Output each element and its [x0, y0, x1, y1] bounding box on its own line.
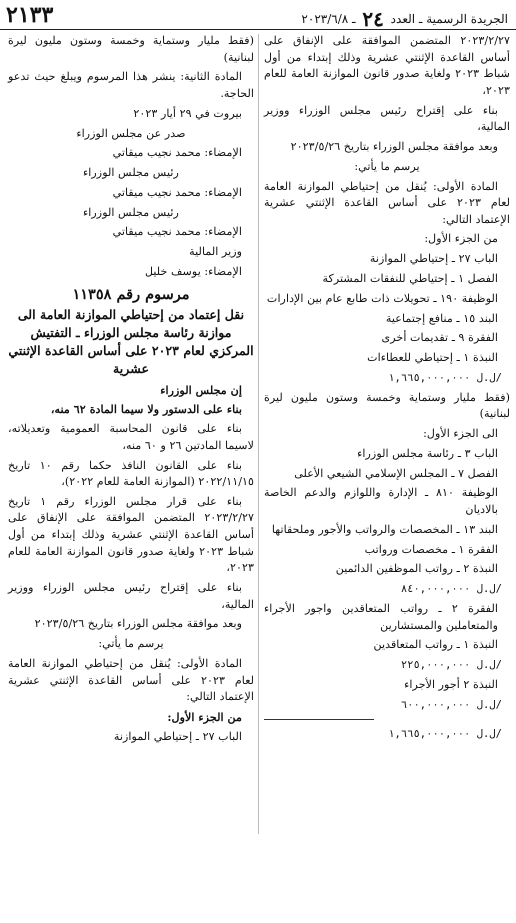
right-column — [264, 33, 510, 746]
signature-block: رئيس مجلس الوزراء — [83, 205, 179, 219]
paragraph: يرسم ما يأتي: — [354, 159, 420, 173]
budget-line: الباب ٢٧ ـ إحتياطي الموازنة — [369, 252, 498, 266]
budget-line: الفقرة ٩ ـ تقديمات أخرى — [381, 331, 498, 345]
gazette-name: الجريدة الرسمية ـ العدد — [390, 12, 508, 26]
amount-in-words: (فقط مليار وستماية وخمسة وستون مليون ليرة لبنانية) — [264, 390, 510, 421]
article-one: المادة الأولى: يُنقل من إحتياطي الموازنة العامة لعام ٢٠٢٣ على أساس القاعدة الإثنتي عشرية الإعتماد التالي: — [8, 656, 254, 704]
budget-line: الباب ٣ ـ رئاسة مجلس الوزراء — [357, 446, 498, 460]
signature-block: صدر عن مجلس الوزراء — [76, 126, 186, 140]
signature: الإمضاء: محمد نجيب ميقاتي — [112, 185, 242, 199]
amount: ل.ل ١,٦٦٥,٠٠٠,٠٠٠/ — [388, 371, 502, 384]
paragraph: وبعد موافقة مجلس الوزراء بتاريخ ٢٠٢٣/٥/٢٦ — [34, 617, 242, 631]
column-divider — [258, 34, 259, 834]
budget-line: الفصل ٧ ـ المجلس الإسلامي الشيعي الأعلى — [294, 466, 498, 480]
signature-block: وزير المالية — [189, 245, 242, 259]
amount-in-words: (فقط مليار وستماية وخمسة وستون مليون ليرة لبنانية) — [8, 34, 254, 64]
article-one: المادة الأولى: يُنقل من إحتياطي الموازنة العامة لعام ٢٠٢٣ على أساس القاعدة الإثنتي عشرية الإعتماد التالي: — [264, 179, 510, 226]
council-heading: إن مجلس الوزراء — [160, 382, 242, 397]
budget-line: الفقرة ١ ـ مخصصات ورواتب — [364, 542, 498, 556]
total-amount: ل.ل ١,٦٦٥,٠٠٠,٠٠٠/ — [388, 728, 502, 741]
total-separator — [264, 719, 374, 720]
signature: الإمضاء: محمد نجيب ميقاتي — [112, 146, 242, 160]
paragraph: بناء على إقتراح رئيس مجلس الوزراء ووزير المالية، — [8, 581, 254, 611]
amount: ل.ل ٨٤٠,٠٠٠,٠٠٠/ — [400, 583, 502, 596]
page-number: ٢١٣٣ — [6, 2, 54, 28]
budget-line: النبذة ٢ ـ رواتب الموظفين الدائمين — [335, 562, 498, 576]
budget-line: الفقرة ٢ ـ رواتب المتعاقدين واجور الأجراء والمتعاملين والمستشارين — [264, 601, 498, 632]
gazette-title — [301, 7, 508, 31]
decree-title: نقل إعتماد من إحتياطي الموازنة العامة الى موازنة رئاسة مجلس الوزراء ـ التفتيش المركزي لعام ٢٠٢٣ على أساس القاعدة الإثنتي عشرية — [8, 307, 254, 377]
budget-line: من الجزء الأول: — [424, 232, 498, 246]
paragraph: بناء على الدستور ولا سيما المادة ٦٢ منه، — [50, 402, 242, 417]
paragraph: بناء على قرار مجلس الوزراء رقم ١ تاريخ ٢٠٢٣/٢/٢٧ المتضمن الموافقة على الإنفاق على أساس القاعدة الإثنتي عشرية وذلك إبتداء من أول شباط ٢٠٢٣ ولغاية صدور قانون الموازنة العامة للعام ٢٠٢٣، — [8, 494, 254, 575]
signature: الإمضاء: محمد نجيب ميقاتي — [112, 225, 242, 239]
budget-line: النبذة ٢ أجور الأجراء — [404, 677, 498, 691]
signature-block: رئيس مجلس الوزراء — [83, 166, 179, 180]
budget-line: الفصل ١ ـ إحتياطي للنفقات المشتركة — [322, 272, 498, 286]
budget-line: من الجزء الأول: — [167, 709, 242, 724]
paragraph: وبعد موافقة مجلس الوزراء بتاريخ ٢٠٢٣/٥/٢٦ — [290, 139, 498, 153]
budget-line: الوظيفة ١٩٠ ـ تحويلات ذات طابع عام بين الإدارات — [266, 291, 498, 305]
budget-line: النبذة ١ ـ رواتب المتعاقدين — [373, 638, 498, 652]
amount: ل.ل ٢٢٥,٠٠٠,٠٠٠/ — [400, 659, 502, 672]
budget-line: الى الجزء الأول: — [423, 427, 498, 441]
left-column — [8, 33, 254, 749]
issue-date: ـ ٢٠٢٣/٦/٨ — [301, 12, 356, 26]
signature: الإمضاء: يوسف خليل — [144, 265, 242, 278]
decree-number: مرسوم رقم ١١٣٥٨ — [72, 285, 190, 303]
budget-line: الوظيفة ٨١٠ ـ الإدارة واللوازم والدعم الخاصة بالاديان — [264, 486, 498, 517]
paragraph: بناء على قانون المحاسبة العمومية وتعديلاته، لاسيما المادتين ٢٦ و ٦٠ منه، — [8, 422, 254, 452]
budget-line: البند ١٣ ـ المخصصات والرواتب والأجور وملحقاتها — [271, 522, 498, 536]
paragraph: بناء على القانون النافذ حكما رقم ١٠ تاريخ ٢٠٢٢/١١/١٥ (الموازنة العامة للعام ٢٠٢٢)، — [8, 458, 254, 489]
budget-line: الباب ٢٧ ـ إحتياطي الموازنة — [113, 729, 242, 743]
paragraph: يرسم ما يأتي: — [98, 637, 164, 651]
budget-line: النبذة ١ ـ إحتياطي للعطاءات — [367, 351, 498, 365]
paragraph: ٢٠٢٣/٢/٢٧ المتضمن الموافقة على الإنفاق على أساس القاعدة الإثنتي عشرية وذلك إبتداء من أول شباط ٢٠٢٣ ولغاية صدور قانون الموازنة العامة للعام ٢٠٢٣، — [264, 34, 510, 97]
issue-number: ٢٤ — [362, 7, 384, 31]
article-two: المادة الثانية: ينشر هذا المرسوم ويبلغ حيث تدعو الحاجة. — [8, 70, 254, 100]
page-header — [0, 0, 516, 30]
amount: ل.ل ٦٠٠,٠٠٠,٠٠٠/ — [400, 698, 502, 711]
paragraph: بناء على إقتراح رئيس مجلس الوزراء ووزير المالية، — [264, 103, 510, 134]
decree-date: بيروت في ٢٩ أيار ٢٠٢٣ — [133, 106, 242, 120]
budget-line: البند ١٥ ـ منافع إجتماعية — [385, 311, 498, 325]
